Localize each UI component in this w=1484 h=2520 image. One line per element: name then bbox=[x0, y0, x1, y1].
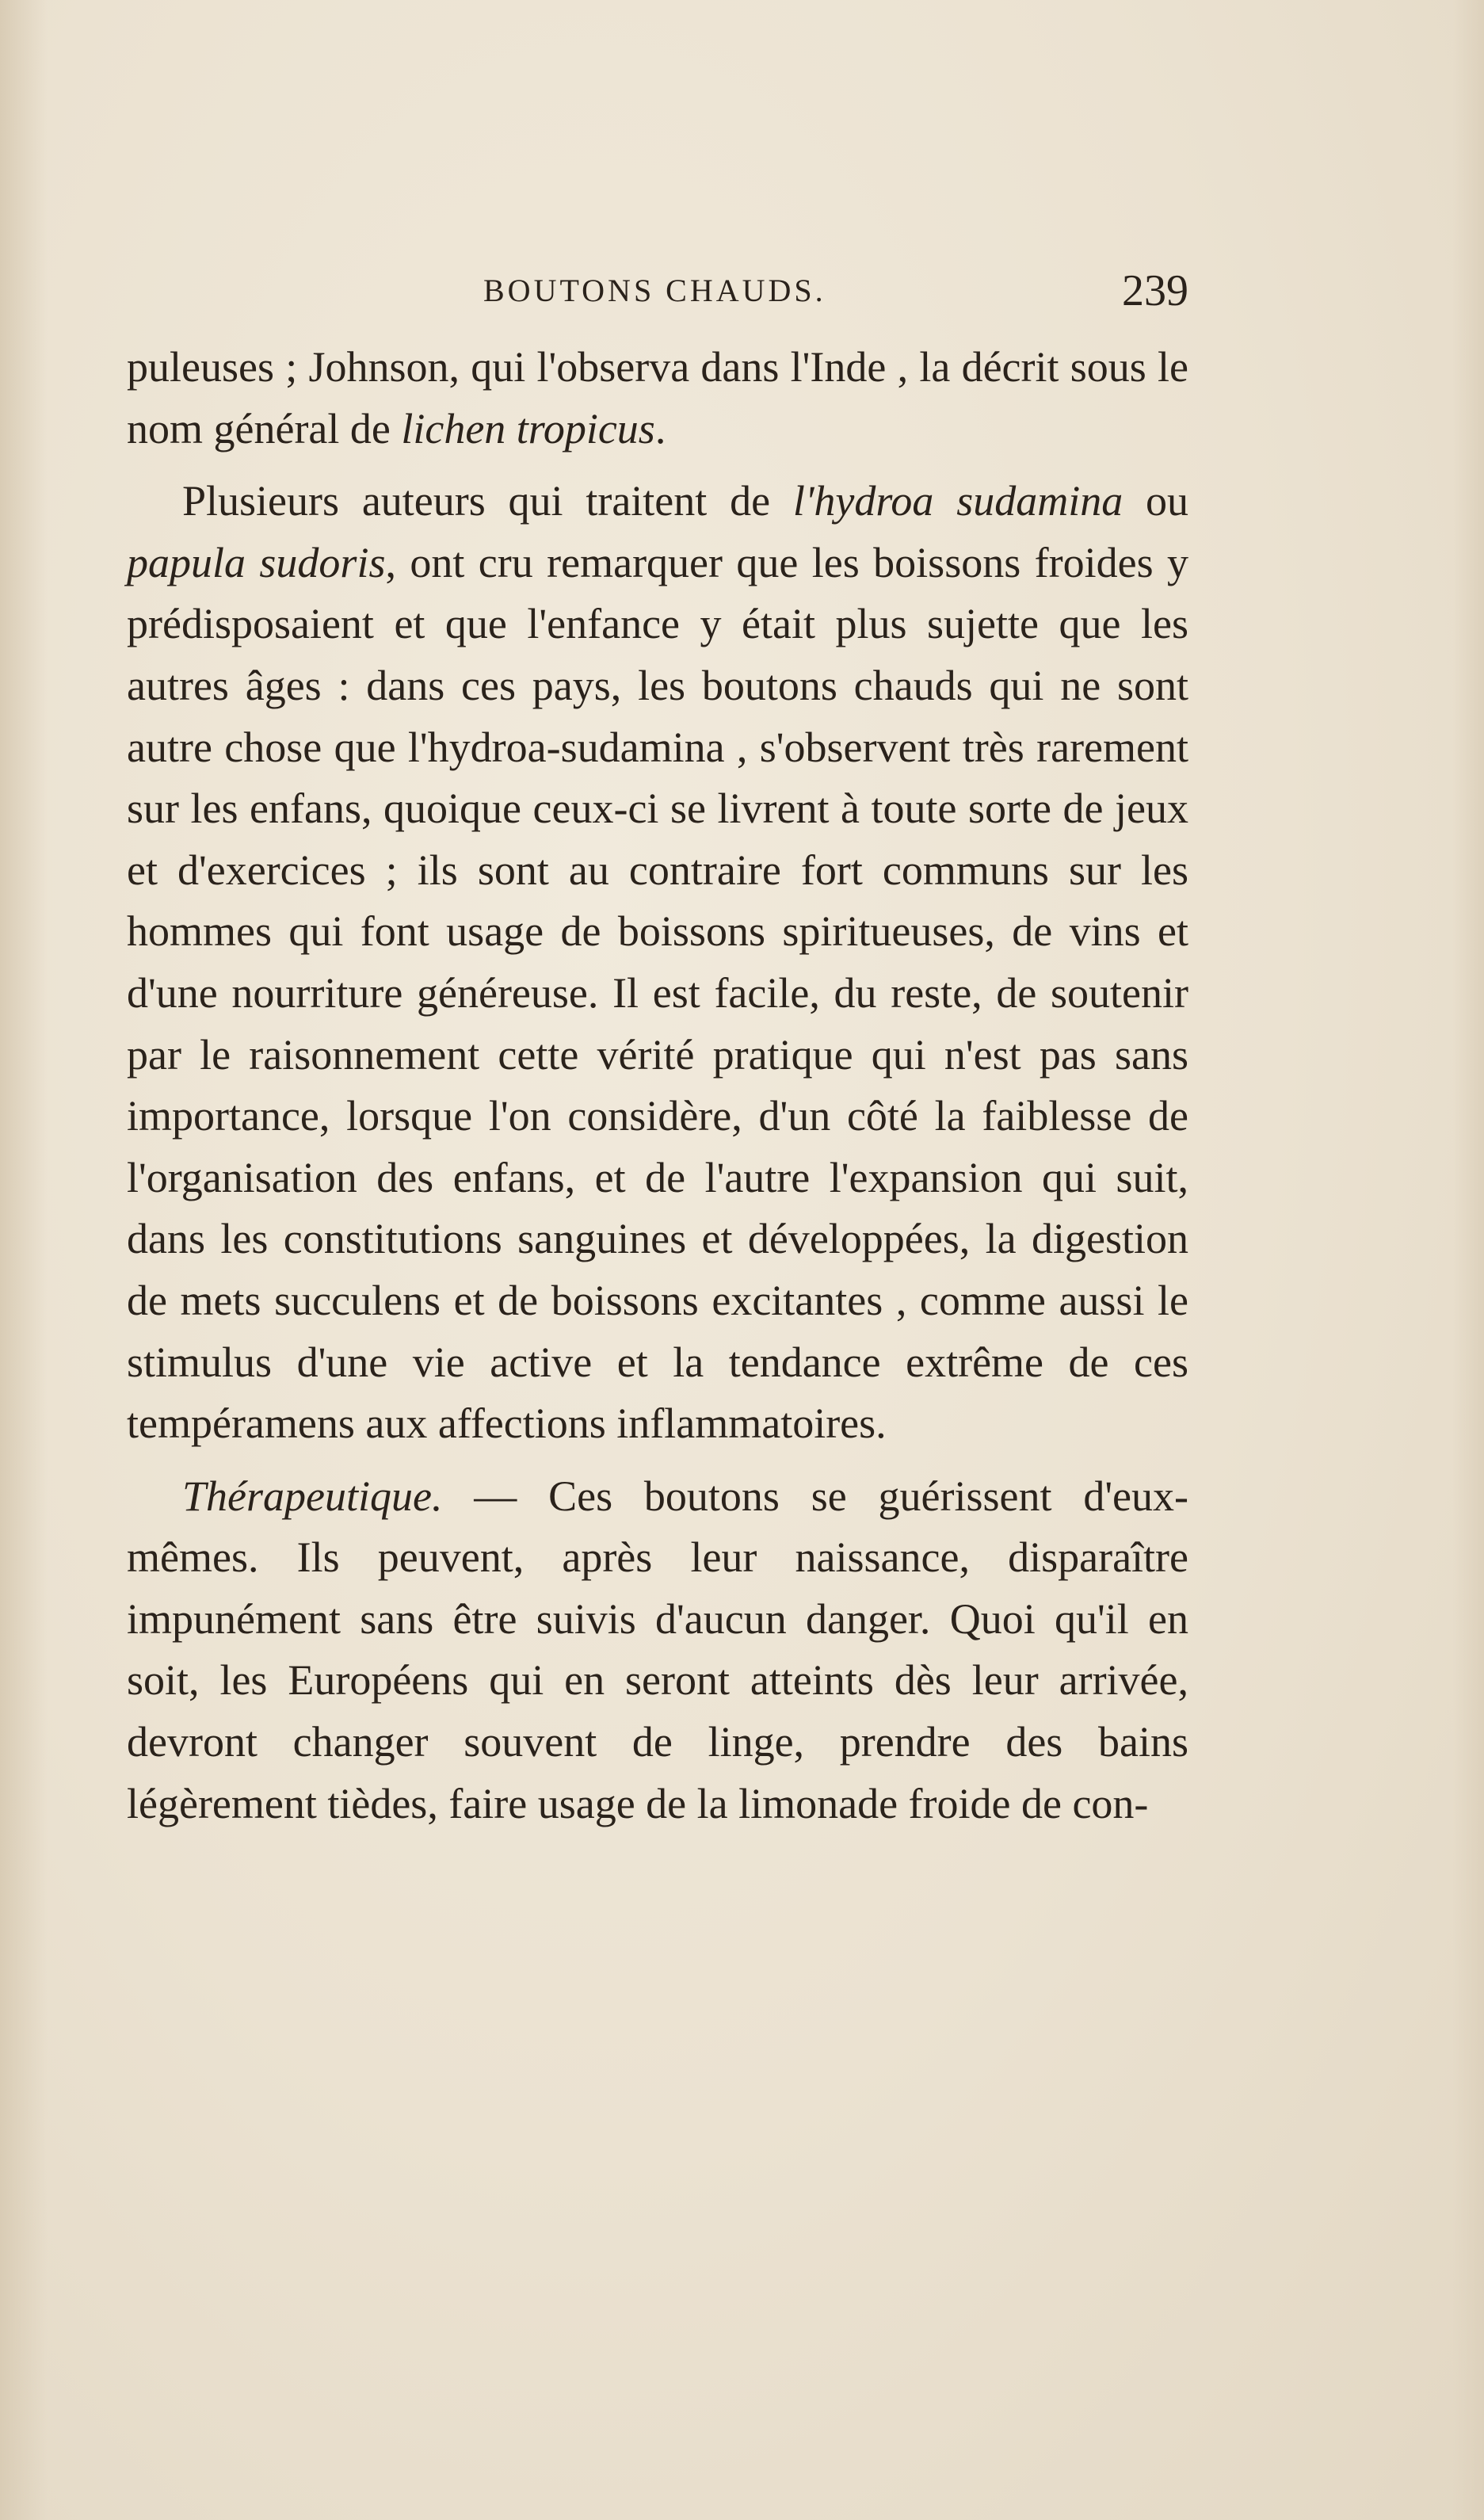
body-text bbox=[127, 337, 1188, 1835]
paragraph-1-italic: lichen tropicus bbox=[401, 404, 655, 452]
paragraph-2-italic-2: papula sudoris bbox=[127, 538, 386, 586]
paragraph-1-end: . bbox=[654, 404, 666, 452]
page-number: 239 bbox=[1122, 266, 1188, 315]
paragraph-2-part-a: Plusieurs auteurs qui traitent de bbox=[182, 477, 793, 525]
paragraph-2-part-b: ou bbox=[1123, 477, 1189, 525]
therapeutique-heading: Thérapeutique. bbox=[182, 1472, 443, 1520]
paragraph-1-text: puleuses ; Johnson, qui l'observa dans l'Inde , la décrit sous le nom général de bbox=[127, 343, 1188, 452]
paragraph-3-text: — Ces boutons se guérissent d'eux-mêmes. Ils peuvent, après leur naissance, disparaître impunément sans être suivis d'aucun danger. Quoi qu'il en soit, les Européens qui en seront atteints dès leur arrivée, devront changer souvent de linge, prendre des bains légèrement tièdes, faire usage de la limonade froide de con- bbox=[127, 1472, 1188, 1827]
paragraph-1 bbox=[127, 337, 1188, 460]
gutter-shadow bbox=[0, 0, 48, 2520]
paragraph-2 bbox=[127, 471, 1188, 1455]
running-head: BOUTONS CHAUDS. bbox=[483, 273, 826, 308]
paragraph-2-italic-1: l'hydroa sudamina bbox=[792, 477, 1123, 525]
paragraph-3 bbox=[127, 1466, 1188, 1835]
paragraph-2-part-c: , ont cru remarquer que les boissons froides y prédisposaient et que l'enfance y était plus sujette que les autres âges : dans ces pays, les boutons chauds qui ne sont autre chose que l'hydroa-sudamina , s'observent très rarement sur les enfans, quoique ceux-ci se livrent à toute sorte de jeux et d'exercices ; ils sont au contraire fort communs sur les hommes qui font usage de boissons spiritueuses, de vins et d'une nourriture généreuse. Il est facile, du reste, de soutenir par le raisonnement cette vérité pratique qui n'est pas sans importance, lorsque l'on considère, d'un côté la faiblesse de l'organisation des enfans, et de l'autre l'expansion qui suit, dans les constitutions sanguines et développées, la digestion de mets succulens et de boissons excitantes , comme aussi le stimulus d'une vie active et la tendance extrême de ces tempéramens aux affections inflammatoires. bbox=[127, 538, 1188, 1448]
page-header bbox=[127, 265, 1188, 321]
page-edge-shadow bbox=[1452, 0, 1484, 2520]
